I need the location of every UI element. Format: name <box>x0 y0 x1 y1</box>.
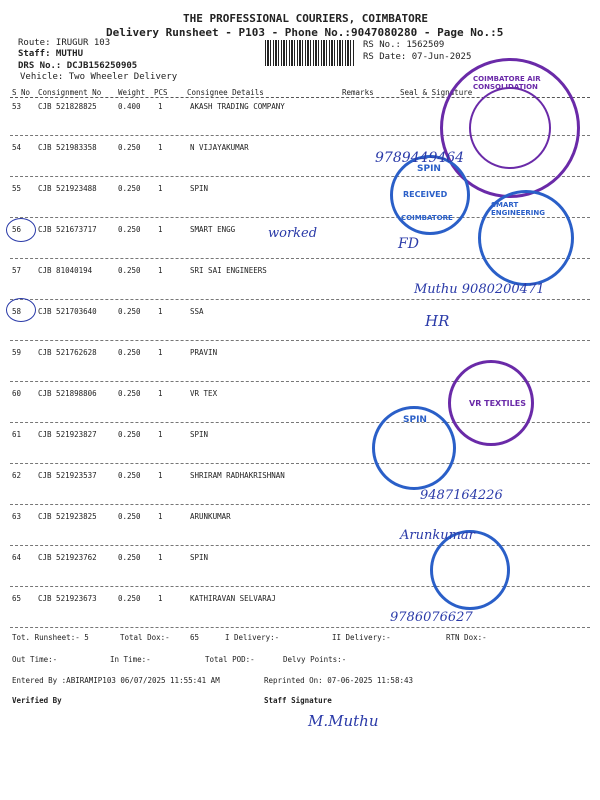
row-consignment: CJB 521983358 <box>38 143 97 152</box>
row-divider <box>10 545 590 546</box>
row-pcs: 1 <box>158 553 163 562</box>
row-pcs: 1 <box>158 512 163 521</box>
i-delivery: I Delivery:- <box>225 633 280 642</box>
row-consignment: CJB 521923825 <box>38 512 97 521</box>
row-sno: 60 <box>12 389 22 398</box>
row-divider <box>10 504 590 505</box>
row-pcs: 1 <box>158 184 163 193</box>
row-sno: 53 <box>12 102 22 111</box>
out-time: Out Time:- <box>12 655 58 664</box>
rs-date-label: RS Date: 07-Jun-2025 <box>363 52 472 62</box>
row-weight: 0.250 <box>118 553 141 562</box>
row-weight: 0.250 <box>118 266 141 275</box>
row-pcs: 1 <box>158 143 163 152</box>
handwriting-arunkumar: Arunkumar <box>400 528 475 543</box>
row-consignee: SSA <box>190 307 204 316</box>
col-seal: Seal & Signature <box>400 88 473 97</box>
company-title: THE PROFESSIONAL COURIERS, COIMBATORE <box>183 12 429 25</box>
row-pcs: 1 <box>158 348 163 357</box>
delvy-points: Delvy Points:- <box>283 655 347 664</box>
row-weight: 0.250 <box>118 307 141 316</box>
row-weight: 0.250 <box>118 184 141 193</box>
handwriting-phone-65: 9786076627 <box>390 610 473 625</box>
row-consignment: CJB 521923537 <box>38 471 97 480</box>
row-pcs: 1 <box>158 594 163 603</box>
row-weight: 0.250 <box>118 512 141 521</box>
row-consignee: PRAVIN <box>190 348 218 357</box>
col-consignment: Consignment No <box>38 88 102 97</box>
reprinted-on: Reprinted On: 07-06-2025 11:58:43 <box>264 676 414 685</box>
row-pcs: 1 <box>158 430 163 439</box>
col-weight: Weight <box>118 88 146 97</box>
row-consignment: CJB 521673717 <box>38 225 97 234</box>
spin-received-stamp-1: SPIN RECEIVED COIMBATORE <box>390 155 470 235</box>
row-pcs: 1 <box>158 389 163 398</box>
row-consignee: SMART ENGG <box>190 225 236 234</box>
col-pcs: PCS <box>154 88 168 97</box>
rtn-dox: RTN Dox:- <box>446 633 487 642</box>
row-sno: 56 <box>12 225 22 234</box>
row-sno: 61 <box>12 430 22 439</box>
row-sno: 58 <box>12 307 22 316</box>
barcode <box>265 40 355 66</box>
entered-by: Entered By :ABIRAMIP103 06/07/2025 11:55:41 AM <box>12 676 220 685</box>
ii-delivery: II Delivery:- <box>332 633 391 642</box>
row-consignee: SRI SAI ENGINEERS <box>190 266 267 275</box>
row-sno: 65 <box>12 594 22 603</box>
row-pcs: 1 <box>158 225 163 234</box>
row-sno: 63 <box>12 512 22 521</box>
row-consignee: SPIN <box>190 430 209 439</box>
row-pcs: 1 <box>158 102 163 111</box>
row-pcs: 1 <box>158 471 163 480</box>
vr-textiles-stamp: VR TEXTILES <box>448 360 534 446</box>
row-sno: 55 <box>12 184 22 193</box>
in-time: In Time:- <box>110 655 151 664</box>
row-divider <box>10 627 590 628</box>
air-consolidation-stamp: COIMBATORE AIR CONSOLIDATION <box>440 58 580 198</box>
row-consignee: AKASH TRADING COMPANY <box>190 102 285 111</box>
staff-signature-label: Staff Signature <box>264 696 332 705</box>
row-consignment: CJB 521923762 <box>38 553 97 562</box>
row-sno: 64 <box>12 553 22 562</box>
row-consignment: CJB 521828825 <box>38 102 97 111</box>
row-consignee: KATHIRAVAN SELVARAJ <box>190 594 276 603</box>
handwriting-phone-54: 9789449464 <box>375 150 465 166</box>
staff-label: Staff: MUTHU <box>18 49 84 59</box>
drs-label: DRS No.: DCJB156250905 <box>18 61 138 71</box>
row-consignment: CJB 521762628 <box>38 348 97 357</box>
row-consignee: SPIN <box>190 553 209 562</box>
row-weight: 0.250 <box>118 594 141 603</box>
col-remarks: Remarks <box>342 88 374 97</box>
handwriting-phone-63: 9487164226 <box>420 488 503 503</box>
row-consignee: VR TEX <box>190 389 218 398</box>
runsheet-title: Delivery Runsheet - P103 - Phone No.:9047080280 - Page No.:5 <box>106 26 504 39</box>
row-sno: 62 <box>12 471 22 480</box>
row-weight: 0.250 <box>118 430 141 439</box>
row-divider <box>10 299 590 300</box>
row-consignment: CJB 521923488 <box>38 184 97 193</box>
route-label: Route: IRUGUR 103 <box>18 38 111 48</box>
staff-signature: M.Muthu <box>308 712 379 730</box>
row-sno: 57 <box>12 266 22 275</box>
smart-engineering-stamp: SMART ENGINEERING <box>478 190 574 286</box>
col-consignee: Consignee Details <box>187 88 264 97</box>
rs-no-label: RS No.: 1562509 <box>363 40 445 50</box>
row-consignee: SHRIRAM RADHAKRISHNAN <box>190 471 285 480</box>
row-consignee: N VIJAYAKUMAR <box>190 143 249 152</box>
handwriting-muthu-phone: Muthu 9080200471 <box>414 282 545 297</box>
circle-mark-56 <box>6 218 36 242</box>
tot-runsheet: Tot. Runsheet:- 5 <box>12 633 89 642</box>
row-weight: 0.250 <box>118 143 141 152</box>
circle-mark-58 <box>6 298 36 322</box>
row-sno: 54 <box>12 143 22 152</box>
row-sno: 59 <box>12 348 22 357</box>
row-consignment: CJB 81040194 <box>38 266 93 275</box>
row-weight: 0.250 <box>118 225 141 234</box>
total-dox-label: Total Dox:- <box>120 633 170 642</box>
handwriting-worked: worked <box>268 226 318 241</box>
total-pod: Total POD:- <box>205 655 255 664</box>
vehicle-label: Vehicle: Two Wheeler Delivery <box>20 72 178 82</box>
verified-by: Verified By <box>12 696 62 705</box>
handwriting-hr: HR <box>425 312 450 330</box>
row-weight: 0.400 <box>118 102 141 111</box>
row-divider <box>10 463 590 464</box>
row-weight: 0.250 <box>118 389 141 398</box>
row-consignment: CJB 521898806 <box>38 389 97 398</box>
row-weight: 0.250 <box>118 471 141 480</box>
spin-received-stamp-2: SPIN <box>372 406 456 490</box>
col-sno: S No <box>12 88 31 97</box>
row-pcs: 1 <box>158 266 163 275</box>
row-consignment: CJB 521923827 <box>38 430 97 439</box>
total-dox-value: 65 <box>190 633 200 642</box>
row-consignee: SPIN <box>190 184 209 193</box>
row-consignee: ARUNKUMAR <box>190 512 231 521</box>
row-weight: 0.250 <box>118 348 141 357</box>
handwriting-fd: FD <box>398 236 419 252</box>
row-divider <box>10 340 590 341</box>
row-consignment: CJB 521703640 <box>38 307 97 316</box>
row-consignment: CJB 521923673 <box>38 594 97 603</box>
row-pcs: 1 <box>158 307 163 316</box>
